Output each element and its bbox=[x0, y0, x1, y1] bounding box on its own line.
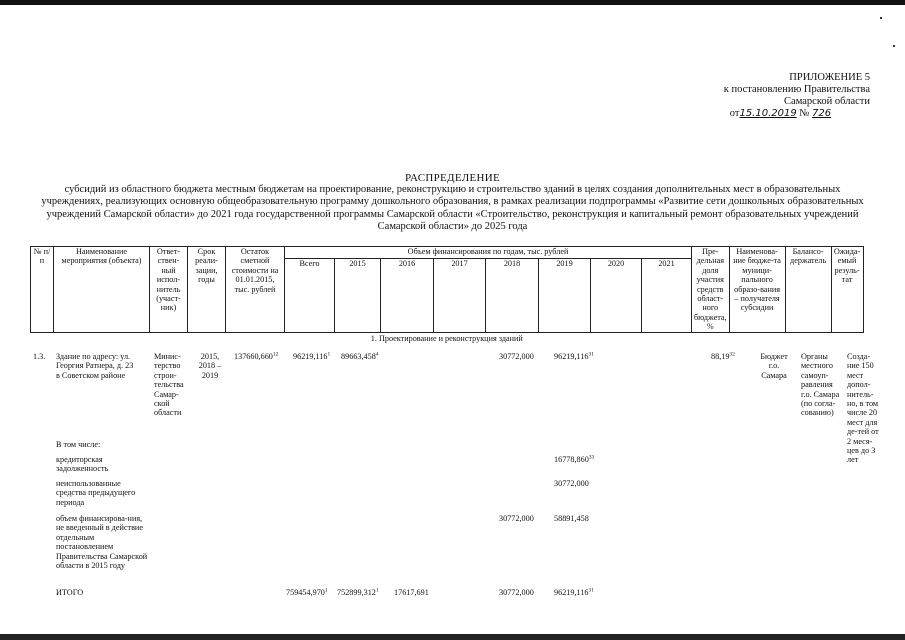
totals-total-footnote: 1 bbox=[324, 587, 328, 594]
share-value: 88,19 bbox=[711, 352, 730, 361]
totals-total bbox=[286, 588, 328, 597]
header-num: № п/п bbox=[31, 247, 54, 333]
scan-speck bbox=[880, 17, 882, 19]
header-result: Ожида-емый резуль-тат bbox=[831, 247, 863, 333]
subrow-label: кредиторская задолженность bbox=[56, 455, 109, 474]
y2015-footnote: 4 bbox=[375, 351, 379, 358]
handwritten-date: 15.10.2019 bbox=[739, 108, 797, 119]
header-budget: Наименова-ние бюдже-та муници-пального образо-вания – получателя субсидии bbox=[729, 247, 785, 333]
header-total: Всего bbox=[285, 259, 335, 332]
number-label: № bbox=[799, 108, 810, 119]
subrow-label: объем финансирова-ния, не введенный в действие отдельным постановлением Правительства Самарской области в 2015 году bbox=[56, 514, 148, 571]
share-footnote: 32 bbox=[729, 351, 735, 358]
header-remainder: Остаток сметной стоимости на 01.01.2015, тыс. рублей bbox=[226, 247, 285, 333]
totals-2016: 17617,691 bbox=[394, 588, 429, 597]
header-year-2018: 2018 bbox=[486, 259, 539, 332]
subrow-2019: 30772,000 bbox=[554, 479, 589, 488]
totals-2019-value: 96219,116 bbox=[554, 588, 589, 597]
total-footnote: 1 bbox=[327, 351, 331, 358]
header-year-2015: 2015 bbox=[335, 259, 381, 332]
totals-2015-value: 752899,312 bbox=[337, 588, 376, 597]
y2019-footnote: 31 bbox=[588, 351, 594, 358]
appendix-title: ПРИЛОЖЕНИЕ 5 bbox=[789, 72, 870, 83]
subrow-2018: 30772,000 bbox=[499, 514, 534, 523]
document-title-block bbox=[20, 172, 885, 233]
row-object-name: Здание по адресу: ул. Георгия Ратнера, д. 23 в Советском районе bbox=[56, 352, 134, 380]
y2019-value: 96219,116 bbox=[554, 352, 589, 361]
document-subtitle-line: учреждениях, реализующих основную общеобразовательную программу дошкольного образования, в рамках реализации подпрограммы «Развитие сети дошкольных образовательных bbox=[41, 196, 864, 208]
distribution-table-header bbox=[30, 246, 864, 344]
date-prefix: от bbox=[729, 108, 740, 119]
remainder-value: 137660,660 bbox=[234, 352, 273, 361]
handwritten-number: 726 bbox=[812, 108, 832, 119]
appendix-line-2: Самарской области bbox=[784, 96, 870, 107]
y2015-value: 89663,458 bbox=[341, 352, 376, 361]
totals-2019 bbox=[554, 588, 594, 597]
subrow-label: неиспользованные средства предыдущего периода bbox=[56, 479, 136, 507]
document-heading: РАСПРЕДЕЛЕНИЕ bbox=[405, 172, 500, 184]
header-funding: Объем финансирования по годам, тыс. рублей bbox=[285, 247, 692, 259]
subrow-2019 bbox=[554, 455, 594, 464]
document-subtitle-line: Самарской области» до 2025 года bbox=[377, 220, 528, 232]
row-2015 bbox=[341, 352, 379, 361]
header-holder: Балансо-держатель bbox=[785, 247, 831, 333]
row-total bbox=[293, 352, 330, 361]
scan-top-edge bbox=[0, 0, 905, 5]
totals-total-value: 759454,970 bbox=[286, 588, 325, 597]
totals-2015 bbox=[337, 588, 379, 597]
row-2018: 30772,000 bbox=[499, 352, 534, 361]
total-value: 96219,116 bbox=[293, 352, 328, 361]
row-share bbox=[711, 352, 735, 361]
remainder-footnote: 12 bbox=[272, 351, 279, 358]
header-share: Пре-дельная доля участия средств област-ного бюджета, % bbox=[692, 247, 730, 333]
header-period: Срок реали-зации, годы bbox=[188, 247, 226, 333]
subrow-2019-value: 16778,860 bbox=[554, 455, 589, 464]
scan-bottom-edge bbox=[0, 634, 905, 640]
header-year-2021: 2021 bbox=[642, 259, 692, 332]
scan-speck bbox=[893, 45, 895, 47]
including-label: В том числе: bbox=[56, 440, 101, 449]
totals-label: ИТОГО bbox=[56, 588, 84, 597]
appendix-block bbox=[690, 72, 870, 120]
row-2019 bbox=[554, 352, 594, 361]
totals-2015-footnote: 1 bbox=[375, 587, 379, 594]
subrow-2019-footnote: 33 bbox=[588, 454, 595, 461]
row-number: 1.3. bbox=[33, 352, 46, 361]
row-holder: Органы местного самоуп-равления г.о. Самара (по согла-сованию) bbox=[801, 352, 840, 418]
document-subtitle-line: учреждений Самарской области» до 2021 года государственной программы Самарской области «Строительство, реконструкция и капитальный ремонт образовательных учреждений bbox=[46, 208, 859, 220]
section-title: 1. Проектирование и реконструкция зданий bbox=[31, 332, 864, 344]
subrow-2019: 58891,458 bbox=[554, 514, 589, 523]
header-year-2019: 2019 bbox=[539, 259, 591, 332]
header-year-2020: 2020 bbox=[591, 259, 642, 332]
row-executor: Минис-терство строи-тельства Самар-ской области bbox=[154, 352, 184, 418]
totals-2019-footnote: 31 bbox=[588, 587, 594, 594]
header-year-2017: 2017 bbox=[434, 259, 486, 332]
totals-2018: 30772,000 bbox=[499, 588, 534, 597]
appendix-line-1: к постановлению Правительства bbox=[723, 84, 870, 95]
document-subtitle-line: субсидий из областного бюджета местным бюджетам на проектирование, реконструкцию и строительство зданий в целях создания дополнительных мест в образовательных bbox=[64, 184, 841, 196]
row-budget: Бюджет г.о. Самара bbox=[760, 352, 788, 380]
row-remainder bbox=[234, 352, 278, 361]
row-result: Созда-ние 150 мест допол-нитель-но, в том числе 20 мест для де-тей от 2 меся-цев до 3 лет bbox=[847, 352, 879, 465]
header-name: Наименование мероприятия (объекта) bbox=[54, 247, 150, 333]
header-executor: Ответ-ствен-ный испол-нитель (участ-ник) bbox=[150, 247, 188, 333]
row-period: 2015, 2018 – 2019 bbox=[198, 352, 222, 380]
header-year-2016: 2016 bbox=[381, 259, 434, 332]
appendix-date-number bbox=[690, 108, 870, 120]
table-body bbox=[30, 343, 880, 608]
